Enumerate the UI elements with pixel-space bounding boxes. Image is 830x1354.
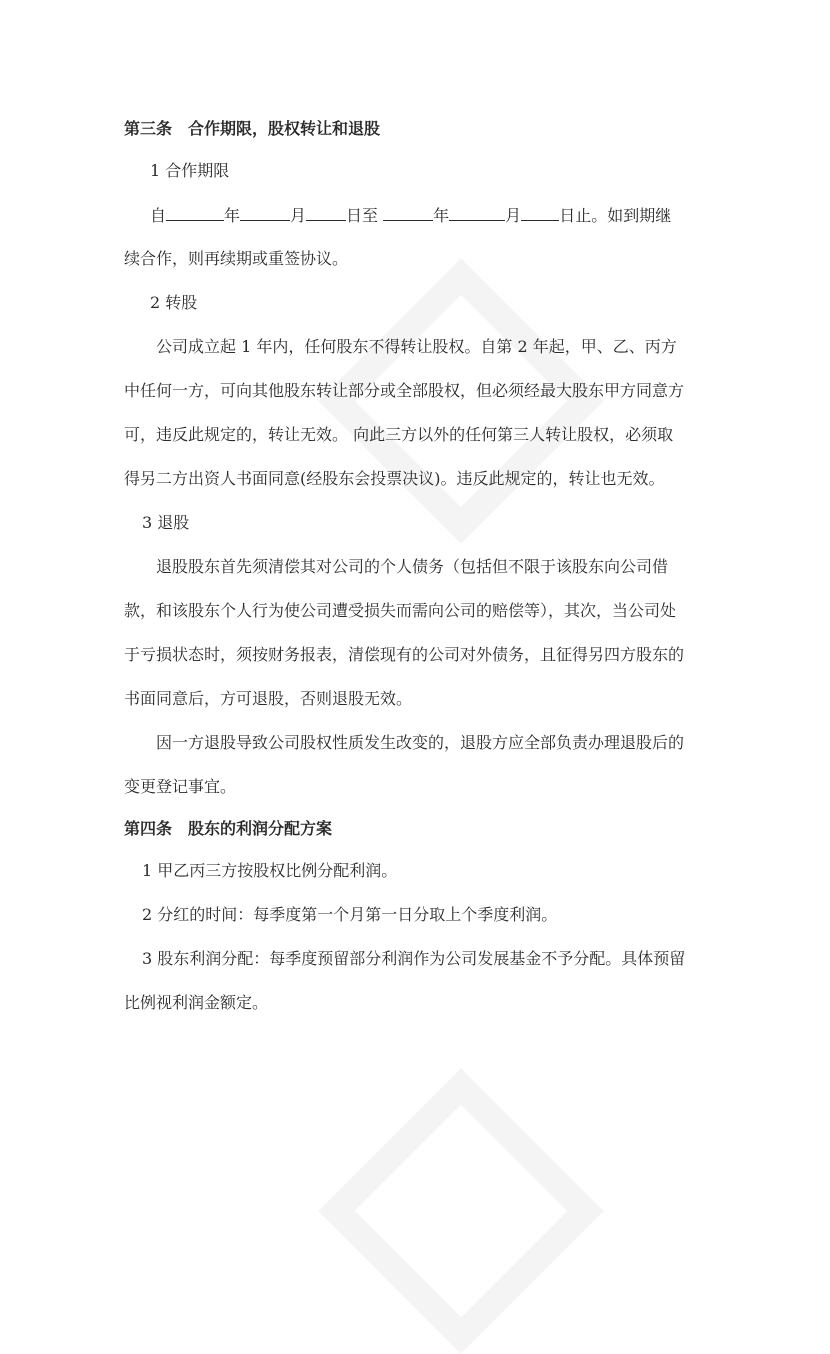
year-label: 年 [433, 206, 450, 225]
withdrawal-subtitle: 3 退股 [142, 513, 190, 532]
year-label: 年 [224, 206, 241, 225]
start-month-blank[interactable] [240, 204, 290, 221]
watermark-diamond [318, 1068, 604, 1354]
withdrawal-line: 退股股东首先须清偿其对公司的个人债务（包括但不限于该股东向公司借 [156, 557, 669, 576]
day-to-label: 日至 [346, 206, 379, 225]
month-label: 月 [290, 206, 307, 225]
profit-item-continuation: 比例视利润金额定。 [124, 993, 269, 1012]
withdrawal-line: 于亏损状态时，须按财务报表，清偿现有的公司对外债务，且征得另四方股东的 [124, 645, 685, 664]
date-from-label: 自 [150, 206, 167, 225]
end-day-blank[interactable] [521, 204, 559, 221]
withdrawal-line: 变更登记事宜。 [124, 777, 237, 796]
transfer-line: 公司成立起 1 年内，任何股东不得转让股权。自第 2 年起，甲、乙、丙方 [156, 337, 677, 356]
withdrawal-line: 款，和该股东个人行为使公司遭受损失而需向公司的赔偿等），其次，当公司处 [124, 601, 677, 620]
start-day-blank[interactable] [306, 204, 346, 221]
transfer-line: 得另二方出资人书面同意(经股东会投票决议)。违反此规定的，转让也无效。 [124, 469, 665, 488]
withdrawal-line: 书面同意后，方可退股，否则退股无效。 [124, 689, 413, 708]
profit-item: 3 股东利润分配：每季度预留部分利润作为公司发展基金不予分配。具体预留 [142, 949, 686, 968]
month-label: 月 [505, 206, 522, 225]
transfer-line: 可，违反此规定的，转让无效。 向此三方以外的任何第三人转让股权，必须取 [124, 425, 674, 444]
term-date-line [150, 204, 671, 227]
transfer-subtitle: 2 转股 [150, 293, 198, 312]
transfer-line: 中任何一方，可向其他股东转让部分或全部股权，但必须经最大股东甲方同意方 [124, 381, 685, 400]
end-year-blank[interactable] [383, 204, 433, 221]
term-continuation: 续合作，则再续期或重签协议。 [124, 249, 349, 268]
article4-heading: 第四条 股东的利润分配方案 [124, 819, 333, 838]
profit-item: 2 分红的时间：每季度第一个月第一日分取上个季度利润。 [142, 905, 558, 924]
start-year-blank[interactable] [166, 204, 224, 221]
profit-item: 1 甲乙丙三方按股权比例分配利润。 [142, 861, 398, 880]
article3-heading: 第三条 合作期限，股权转让和退股 [124, 119, 381, 138]
term-subtitle: 1 合作期限 [150, 161, 230, 180]
day-end-label: 日止。如到期继 [559, 206, 672, 225]
withdrawal-line: 因一方退股导致公司股权性质发生改变的，退股方应全部负责办理退股后的 [156, 733, 685, 752]
end-month-blank[interactable] [449, 204, 505, 221]
